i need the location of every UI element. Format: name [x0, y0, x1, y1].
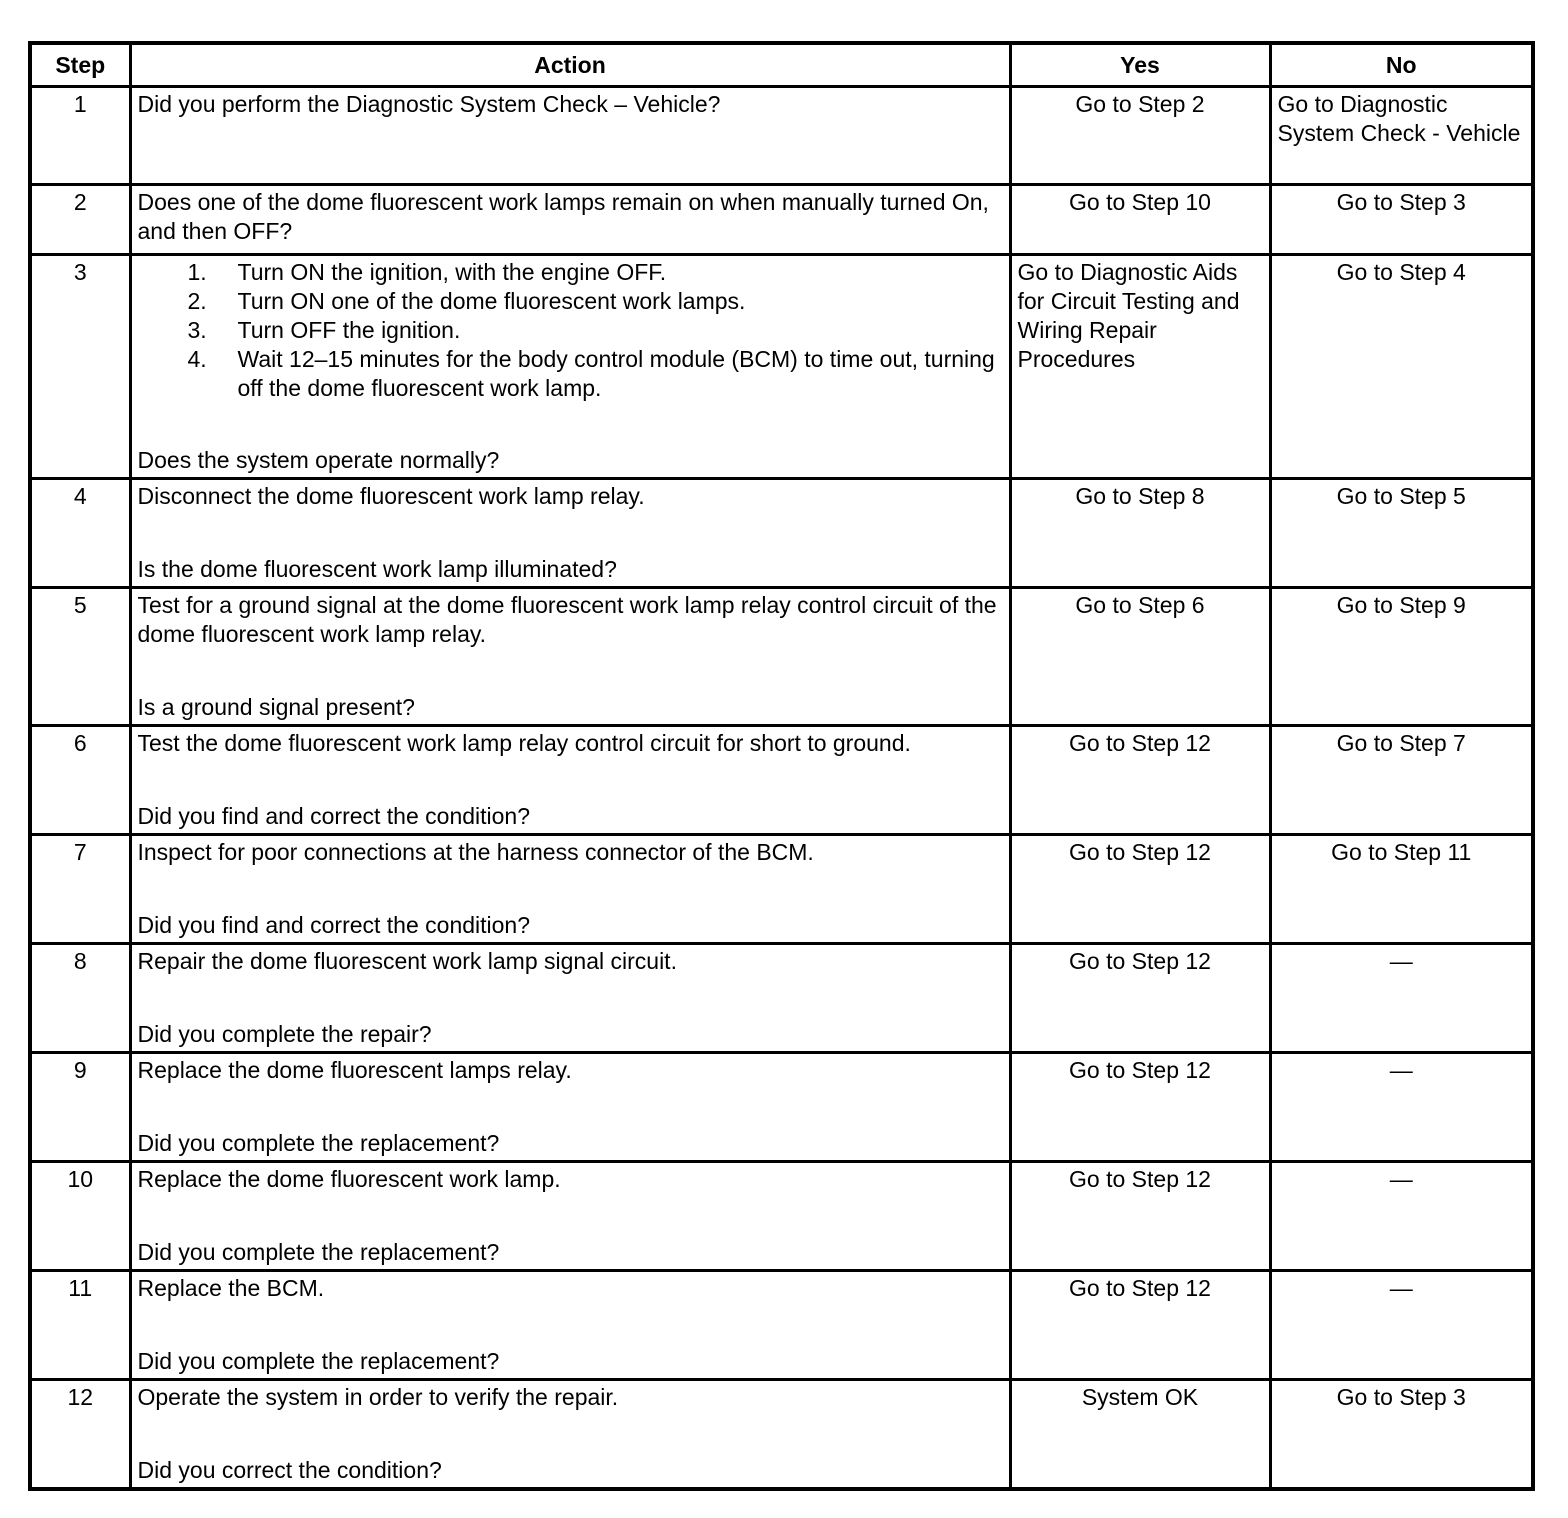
action-text: Replace the BCM. — [137, 1275, 325, 1301]
yes-result: System OK — [1010, 1380, 1270, 1489]
table-row — [30, 726, 1533, 835]
table-row — [30, 185, 1533, 255]
action-text: Test the dome fluorescent work lamp relay control circuit for short to ground. — [137, 730, 911, 756]
table-row — [30, 87, 1533, 185]
no-result: Go to Step 11 — [1270, 835, 1533, 944]
table-row — [30, 479, 1533, 588]
yes-result: Go to Step 12 — [1010, 1053, 1270, 1162]
no-result: Go to Step 3 — [1270, 1380, 1533, 1489]
step-number: 2 — [30, 185, 130, 255]
yes-result: Go to Step 12 — [1010, 1271, 1270, 1380]
action-cell — [130, 944, 1010, 1053]
question-text: Did you complete the replacement? — [137, 1239, 500, 1265]
no-result: — — [1270, 1271, 1533, 1380]
action-text — [130, 255, 1010, 479]
no-result: Go to Step 5 — [1270, 479, 1533, 588]
yes-result: Go to Step 12 — [1010, 726, 1270, 835]
yes-result: Go to Step 12 — [1010, 835, 1270, 944]
header-no: No — [1270, 43, 1533, 87]
list-item — [138, 316, 1003, 345]
action-cell — [130, 588, 1010, 726]
question-text: Did you find and correct the condition? — [137, 912, 531, 938]
step-number: 12 — [30, 1380, 130, 1489]
step-number: 3 — [30, 255, 130, 479]
yes-result: Go to Step 12 — [1010, 1162, 1270, 1271]
step-number: 1 — [30, 87, 130, 185]
header-action: Action — [130, 43, 1010, 87]
substep-number: 1. — [187, 259, 207, 285]
no-result: Go to Step 9 — [1270, 588, 1533, 726]
question-text: Did you correct the condition? — [137, 1456, 442, 1483]
action-text: Operate the system in order to verify the repair. — [137, 1384, 619, 1410]
no-result: — — [1270, 944, 1533, 1053]
no-result: Go to Step 4 — [1270, 255, 1533, 479]
yes-result: Go to Step 10 — [1010, 185, 1270, 255]
action-text: Repair the dome fluorescent work lamp signal circuit. — [137, 948, 677, 974]
substep-number: 4. — [187, 346, 207, 372]
diagnostic-table — [28, 41, 1535, 1491]
no-result: Go to Diagnostic System Check - Vehicle — [1270, 87, 1533, 185]
substep-text: Turn OFF the ignition. — [237, 317, 461, 343]
no-result: — — [1270, 1053, 1533, 1162]
no-result: Go to Step 3 — [1270, 185, 1533, 255]
table-row — [30, 1162, 1533, 1271]
step-number: 9 — [30, 1053, 130, 1162]
question-text: Is the dome fluorescent work lamp illuminated? — [137, 556, 617, 582]
action-cell — [130, 835, 1010, 944]
action-text: Replace the dome fluorescent work lamp. — [137, 1166, 561, 1192]
table-row — [30, 1053, 1533, 1162]
question-text: Did you complete the replacement? — [137, 1130, 500, 1156]
yes-result: Go to Step 8 — [1010, 479, 1270, 588]
action-cell — [130, 1162, 1010, 1271]
list-item — [138, 287, 1003, 316]
action-text: Inspect for poor connections at the harness connector of the BCM. — [137, 839, 814, 865]
header-yes: Yes — [1010, 43, 1270, 87]
table-row — [30, 944, 1533, 1053]
action-cell — [130, 1271, 1010, 1380]
question-text: Does the system operate normally? — [137, 447, 500, 473]
substep-number: 2. — [187, 288, 207, 314]
substep-number: 3. — [187, 317, 207, 343]
list-item — [138, 345, 1003, 403]
step-number: 8 — [30, 944, 130, 1053]
table-row — [30, 1380, 1533, 1489]
action-text: Did you perform the Diagnostic System Check – Vehicle? — [130, 87, 1010, 185]
table-row — [30, 588, 1533, 726]
question-text: Is a ground signal present? — [137, 694, 415, 720]
table-row — [30, 835, 1533, 944]
header-step: Step — [30, 43, 130, 87]
action-cell — [130, 726, 1010, 835]
step-number: 7 — [30, 835, 130, 944]
action-cell — [130, 1053, 1010, 1162]
step-number: 10 — [30, 1162, 130, 1271]
step-number: 11 — [30, 1271, 130, 1380]
substep-text: Turn ON the ignition, with the engine OFF. — [237, 259, 667, 285]
action-cell — [130, 479, 1010, 588]
question-text: Did you find and correct the condition? — [137, 803, 531, 829]
yes-result: Go to Step 2 — [1010, 87, 1270, 185]
question-text: Did you complete the repair? — [137, 1021, 432, 1047]
action-text: Does one of the dome fluorescent work lamps remain on when manually turned On, and then OFF? — [130, 185, 1010, 255]
yes-result: Go to Diagnostic Aids for Circuit Testing and Wiring Repair Procedures — [1010, 255, 1270, 479]
header-row — [30, 43, 1533, 87]
step-number: 4 — [30, 479, 130, 588]
action-text: Disconnect the dome fluorescent work lamp relay. — [137, 483, 645, 509]
yes-result: Go to Step 12 — [1010, 944, 1270, 1053]
yes-result: Go to Step 6 — [1010, 588, 1270, 726]
action-cell — [130, 1380, 1010, 1489]
substep-text: Wait 12–15 minutes for the body control module (BCM) to time out, turning off the dome fluorescent work lamp. — [237, 346, 995, 401]
action-text: Replace the dome fluorescent lamps relay. — [137, 1057, 572, 1083]
no-result: Go to Step 7 — [1270, 726, 1533, 835]
step-number: 5 — [30, 588, 130, 726]
question-text: Did you complete the replacement? — [137, 1348, 500, 1374]
no-result: — — [1270, 1162, 1533, 1271]
list-item — [138, 258, 1003, 287]
substep-text: Turn ON one of the dome fluorescent work lamps. — [237, 288, 746, 314]
step-number: 6 — [30, 726, 130, 835]
table-row — [30, 1271, 1533, 1380]
action-text: Test for a ground signal at the dome fluorescent work lamp relay control circuit of the dome fluorescent work lamp relay. — [137, 592, 997, 647]
substep-list — [138, 258, 1003, 403]
table-row — [30, 255, 1533, 479]
